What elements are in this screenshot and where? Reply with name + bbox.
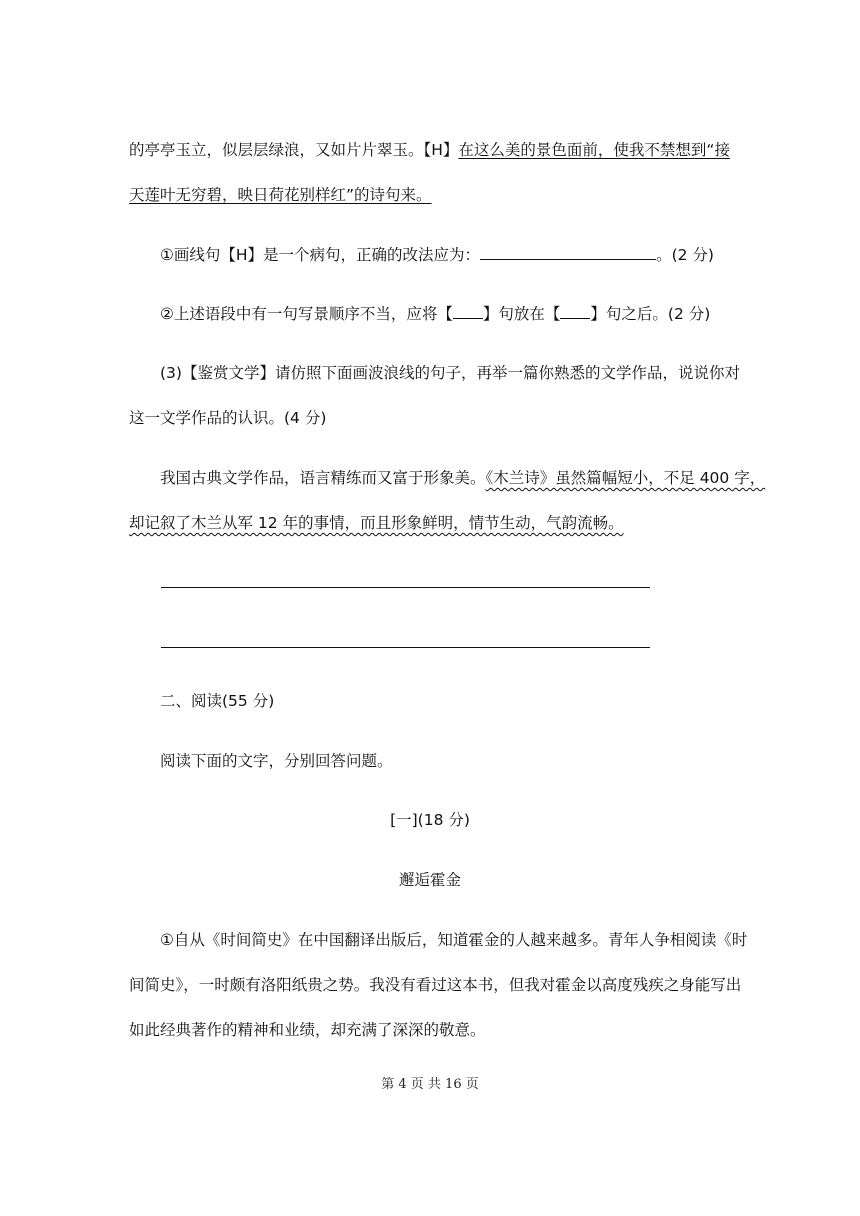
answer-line[interactable] xyxy=(161,647,650,648)
answer-blank[interactable] xyxy=(453,302,483,319)
question-score: 。(2 分) xyxy=(656,246,714,264)
paragraph-line: ①自从《时间简史》在中国翻译出版后，知道霍金的人越来越多。青年人争相阅读《时 xyxy=(160,931,748,949)
part-heading: [一](18 分) xyxy=(390,811,470,829)
paragraph-line: 间简史》，一时颇有洛阳纸贵之势。我没有看过这本书，但我对霍金以高度残疾之身能写出 xyxy=(129,976,742,994)
paragraph-line: 如此经典著作的精神和业绩，却充满了深深的敬意。 xyxy=(129,1021,486,1039)
article-title: 邂逅霍金 xyxy=(398,871,461,889)
section-heading: 二、阅读(55 分) xyxy=(160,692,275,710)
question-2 xyxy=(160,302,710,325)
example-line xyxy=(129,512,624,534)
underlined-sentence-h: 在这么美的景色面前，使我不禁想到“接 xyxy=(458,141,730,159)
underlined-sentence-h-end: 天莲叶无穷碧，映日荷花别样红”的诗句来。 xyxy=(129,186,432,204)
wavy-underlined-sentence: 《木兰诗》虽然篇幅短小，不足 400 字， xyxy=(485,469,766,487)
example-line xyxy=(160,467,765,489)
question-3-line: 这一文学作品的认识。(4 分) xyxy=(129,409,327,427)
text-line xyxy=(129,139,730,161)
question-text: ①画线句【H】是一个病句，正确的改法应为： xyxy=(160,246,481,264)
question-text: 】句放在【 xyxy=(482,305,561,323)
page-footer: 第 4 页 共 16 页 xyxy=(381,1077,479,1092)
answer-blank[interactable] xyxy=(560,302,590,319)
instruction: 阅读下面的文字，分别回答问题。 xyxy=(160,752,393,770)
question-3-line: (3)【鉴赏文学】请仿照下面画波浪线的句子，再举一篇你熟悉的文学作品，说说你对 xyxy=(160,364,740,382)
text-line xyxy=(129,184,432,206)
answer-line[interactable] xyxy=(161,587,650,588)
wavy-underlined-sentence: 却记叙了木兰从军 12 年的事情，而且形象鲜明，情节生动，气韵流畅。 xyxy=(129,514,624,532)
question-text: ②上述语段中有一句写景顺序不当，应将【 xyxy=(160,305,453,323)
answer-blank[interactable] xyxy=(480,243,656,260)
text-segment: 的亭亭玉立，似层层绿浪，又如片片翠玉。【H】 xyxy=(129,141,459,159)
text-segment: 我国古典文学作品，语言精练而又富于形象美。 xyxy=(160,469,486,487)
question-1 xyxy=(160,243,714,266)
question-score: 】句之后。(2 分) xyxy=(590,305,711,323)
